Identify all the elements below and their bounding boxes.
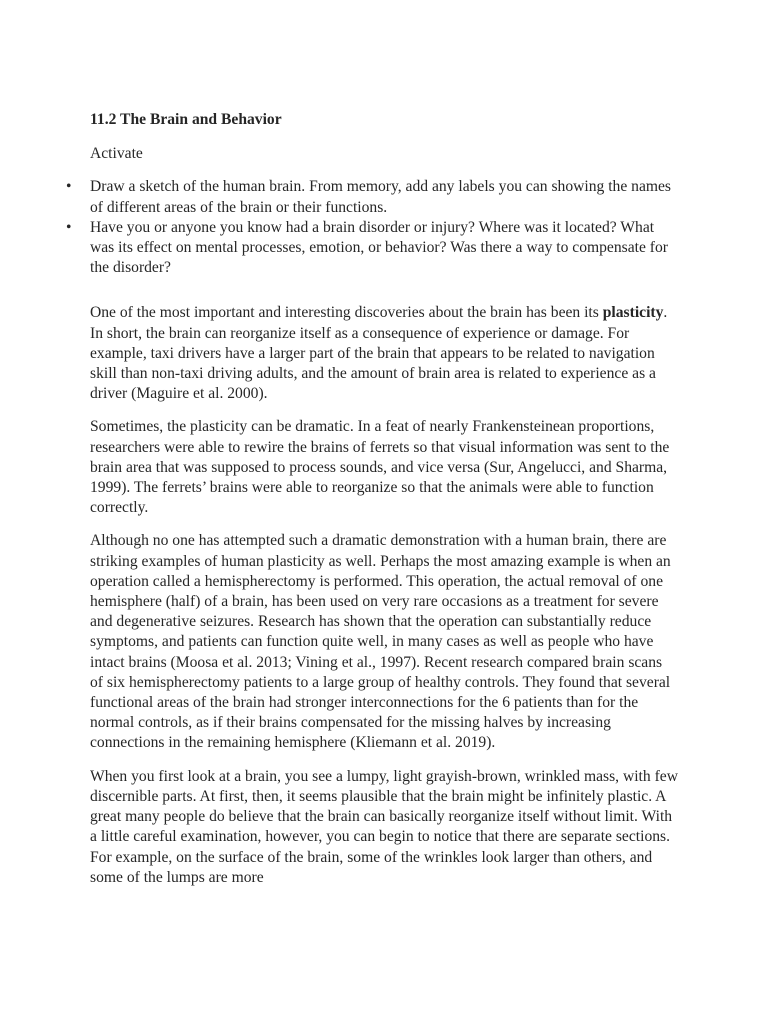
activate-heading: Activate [90,145,143,163]
activate-bullet-list [66,177,678,278]
section-title: 11.2 The Brain and Behavior [90,111,282,128]
bullet-icon: • [66,178,72,196]
key-term-plasticity: plasticity [602,304,664,322]
bullet-text: Have you or anyone you know had a brain disorder or injury? Where was it located? What was its effect on mental processes, emotion, or behavior? Was there a way to compensate for the disorder? [90,218,668,277]
paragraph-text: . In short, the brain can reorganize itself as a consequence of experience or damage. For example, taxi drivers have a larger part of the brain that appears to be related to navigation skill than non-taxi driving adults, and the amount of brain area is related to experience as a driver (Maguire et al. 2000). [90,304,668,403]
paragraph-plasticity [90,303,678,404]
paragraph-ferrets: Sometimes, the plasticity can be dramatic. In a feat of nearly Frankensteinean proportions, researchers were able to rewire the brains of ferrets so that visual information was sent to the brain area that was supposed to process sounds, and vice versa (Sur, Angelucci, and Sharma, 1999). The ferrets’ brains were able to reorganize so that the animals were able to function correctly. [90,418,670,517]
paragraph-brain-structure: When you first look at a brain, you see a lumpy, light grayish-brown, wrinkled mass, with few discernible parts. At first, then, it seems plausible that the brain might be infinitely plastic. A great many people do believe that the brain can basically reorganize itself without limit. With a little careful examination, however, you can begin to notice that there are separate sections. For example, on the surface of the brain, some of the wrinkles look larger than others, and some of the lumps are more [90,767,678,886]
list-item [66,177,678,217]
list-item [66,218,678,279]
paragraph-text: One of the most important and interesting discoveries about the brain has been its [90,304,603,322]
paragraph-hemispherectomy: Although no one has attempted such a dramatic demonstration with a human brain, there are striking examples of human plasticity as well. Perhaps the most amazing example is when an operation called a hemispherectomy is performed. This operation, the actual removal of one hemisphere (half) of a brain, has been used on very rare occasions as a treatment for severe and degenerative seizures. Research has shown that the operation can substantially reduce symptoms, and patients can function quite well, in many cases as well as people who have intact brains (Moosa et al. 2013; Vining et al., 1997). Recent research compared brain scans of six hemispherectomy patients to a large group of healthy controls. They found that several functional areas of the brain had stronger interconnections for the 6 patients than for the normal controls, as if their brains compensated for the missing halves by increasing connections in the remaining hemisphere (Kliemann et al. 2019). [90,532,671,752]
document-page [66,110,678,901]
bullet-icon: • [66,218,72,236]
bullet-text: Draw a sketch of the human brain. From memory, add any labels you can showing the names of different areas of the brain or their functions. [90,178,672,216]
